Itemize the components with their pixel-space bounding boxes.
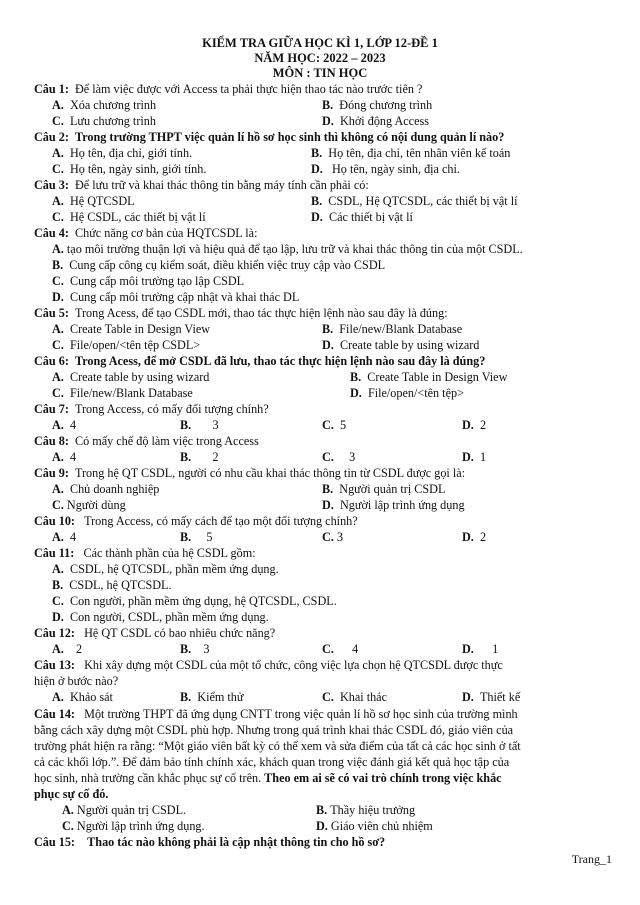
school-year: NĂM HỌC: 2022 – 2023 xyxy=(254,51,386,65)
q4-option-b: B. Cung cấp công cụ kiểm soát, điều khiển việc truy cập vào CSDL xyxy=(52,258,386,272)
question-14-line-2: bằng cách xây dựng một CSDL phù hợp. Nhưng trong quá trình khai thác CSDL đó, giáo viên của xyxy=(34,723,514,737)
q11-option-a: A. CSDL, hệ QTCSDL, phần mềm ứng dụng. xyxy=(52,562,279,576)
q5-option-d: D. Create table by using wizard xyxy=(322,338,480,352)
q8-option-d: D. 1 xyxy=(462,450,487,464)
q7-option-d: D. 2 xyxy=(462,418,487,432)
q12-option-b: B. 3 xyxy=(180,642,210,656)
q13-option-c: C. Khai thác xyxy=(322,690,387,704)
question-13-cont: hiện ở bước nào? xyxy=(34,674,119,688)
q11-option-c: C. Con người, phần mềm ứng dụng, hệ QTCSDL, CSDL. xyxy=(52,594,337,608)
question-10: Câu 10: Trong Access, có mấy cách để tạo một đối tượng chính? xyxy=(34,514,358,528)
q14-option-b: B. Thầy hiệu trưởng xyxy=(316,803,416,817)
question-11: Câu 11: Các thành phần của hệ CSDL gồm: xyxy=(34,546,256,560)
question-14-line-4: cả các khối lớp.”. Để đảm bảo tính chính xác, khách quan trong việc đánh giá kết quả học tập của xyxy=(34,755,510,769)
q1-option-b: B. Đóng chương trình xyxy=(322,98,433,112)
page-number: Trang_1 xyxy=(571,852,612,866)
q3-option-c: C. Hệ CSDL, các thiết bị vật lí xyxy=(52,210,206,224)
q14-option-a: A. Người quản trị CSDL. xyxy=(62,803,187,817)
q5-option-b: B. File/new/Blank Database xyxy=(322,322,463,336)
q3-option-d: D. Các thiết bị vật lí xyxy=(311,210,413,224)
q10-option-d: D. 2 xyxy=(462,530,487,544)
question-14-line-5: học sinh, nhà trường cần khắc phục sự cố trên. Theo em ai sẽ có vai trò chính trong việc khắc xyxy=(34,771,502,785)
q12-option-a: A. 2 xyxy=(52,642,83,656)
question-2: Câu 2: Trong trường THPT việc quản lí hồ sơ học sinh thì không có nội dung quản lí nào? xyxy=(34,130,505,144)
q6-option-a: A. Create table by using wizard xyxy=(52,370,210,384)
question-14-line-6: phục sự cố đó. xyxy=(34,787,109,801)
q1-option-a: A. Xóa chương trình xyxy=(52,98,157,112)
q7-option-a: A. 4 xyxy=(52,418,77,432)
q1-option-d: D. Khởi động Access xyxy=(322,114,429,128)
question-1: Câu 1: Để làm việc được với Access ta phải thực hiện thao tác nào trước tiên ? xyxy=(34,82,423,96)
q5-option-c: C. File/open/<tên tệp CSDL> xyxy=(52,338,201,352)
q8-option-c: C. 3 xyxy=(322,450,356,464)
question-13: Câu 13: Khi xây dựng một CSDL của một tổ chức, công việc lựa chọn hệ QTCSDL được thực xyxy=(34,658,503,672)
q14-option-c: C. Người lập trình ứng dụng. xyxy=(62,819,205,833)
q1-option-c: C. Lưu chương trình xyxy=(52,114,156,128)
q9-option-d: D. Người lập trình ứng dụng xyxy=(322,498,465,512)
q10-option-a: A. 4 xyxy=(52,530,77,544)
q12-option-c: C. 4 xyxy=(322,642,359,656)
q13-option-b: B. Kiểm thử xyxy=(180,690,244,704)
q9-option-b: B. Người quản trị CSDL xyxy=(322,482,446,496)
q2-option-a: A. Họ tên, địa chỉ, giới tính. xyxy=(52,146,193,160)
q2-option-c: C. Họ tên, ngày sinh, giới tính. xyxy=(52,162,207,176)
q7-option-c: C. 5 xyxy=(322,418,347,432)
q11-option-d: D. Con người, CSDL, phần mềm ứng dụng. xyxy=(52,610,269,624)
q12-option-d: D. 1 xyxy=(462,642,499,656)
question-12: Câu 12: Hệ QT CSDL có bao nhiêu chức năng? xyxy=(34,626,276,640)
question-6: Câu 6: Trong Acess, để mở CSDL đã lưu, thao tác thực hiện lệnh nào sau đây là đúng? xyxy=(34,354,486,368)
question-14: Câu 14: Một trường THPT đã ứng dụng CNTT trong việc quản lí hồ sơ học sinh của trường mình xyxy=(34,707,518,721)
q8-option-b: B. 2 xyxy=(180,450,219,464)
q4-option-d: D. Cung cấp môi trường cập nhật và khai thác DL xyxy=(52,290,300,304)
q5-option-a: A. Create Table in Design View xyxy=(52,322,211,336)
q13-option-a: A. Khảo sát xyxy=(52,690,113,704)
q4-option-a: A. tạo môi trường thuận lợi và hiệu quả để tạo lập, lưu trữ và khai thác thông tin của một CSDL. xyxy=(52,242,523,256)
q6-option-c: C. File/new/Blank Database xyxy=(52,386,193,400)
question-8: Câu 8: Có mấy chế độ làm việc trong Access xyxy=(34,434,259,448)
question-9: Câu 9: Trong hệ QT CSDL, người có nhu cầu khai thác thông tin từ CSDL được gọi là: xyxy=(34,466,466,480)
question-14-line-3: trường phát hiện ra rằng: “Một giáo viên bất kỳ có thể xem và sửa điểm của tất cả các học sinh ở tất xyxy=(34,739,521,753)
q13-option-d: D. Thiết kế xyxy=(462,690,521,704)
exam-title: KIỂM TRA GIỮA HỌC KÌ 1, LỚP 12-ĐỀ 1 xyxy=(202,36,438,50)
q6-option-d: D. File/open/<tên tệp> xyxy=(350,386,464,400)
q2-option-d: D. Họ tên, ngày sinh, địa chỉ. xyxy=(311,162,460,176)
q2-option-b: B. Họ tên, địa chỉ, tên nhân viên kế toán xyxy=(311,146,511,160)
q3-option-a: A. Hệ QTCSDL xyxy=(52,194,135,208)
question-3: Câu 3: Để lưu trữ và khai thác thông tin bằng máy tính cần phải có: xyxy=(34,178,369,192)
q3-option-b: B. CSDL, Hệ QTCSDL, các thiết bị vật lí xyxy=(311,194,518,208)
q6-option-b: B. Create Table in Design View xyxy=(350,370,508,384)
q10-option-b: B. 5 xyxy=(180,530,213,544)
question-5: Câu 5: Trong Acess, để tạo CSDL mới, thao tác thực hiện lệnh nào sau đây là đúng: xyxy=(34,306,448,320)
q7-option-b: B. 3 xyxy=(180,418,219,432)
q9-option-c: C. Người dùng xyxy=(52,498,126,512)
question-4: Câu 4: Chức năng cơ bản của HQTCSDL là: xyxy=(34,226,258,240)
q9-option-a: A. Chủ doanh nghiệp xyxy=(52,482,160,496)
question-7: Câu 7: Trong Access, có mấy đối tượng chính? xyxy=(34,402,269,416)
q10-option-c: C. 3 xyxy=(322,530,343,544)
q14-option-d: D. Giáo viên chủ nhiệm xyxy=(316,819,433,833)
subject: MÔN : TIN HỌC xyxy=(272,66,368,80)
q4-option-c: C. Cung cấp môi trường tạo lập CSDL xyxy=(52,274,245,288)
q8-option-a: A. 4 xyxy=(52,450,77,464)
question-15: Câu 15: Thao tác nào không phải là cập nhật thông tin cho hồ sơ? xyxy=(34,835,386,849)
q11-option-b: B. CSDL, hệ QTCSDL. xyxy=(52,578,172,592)
